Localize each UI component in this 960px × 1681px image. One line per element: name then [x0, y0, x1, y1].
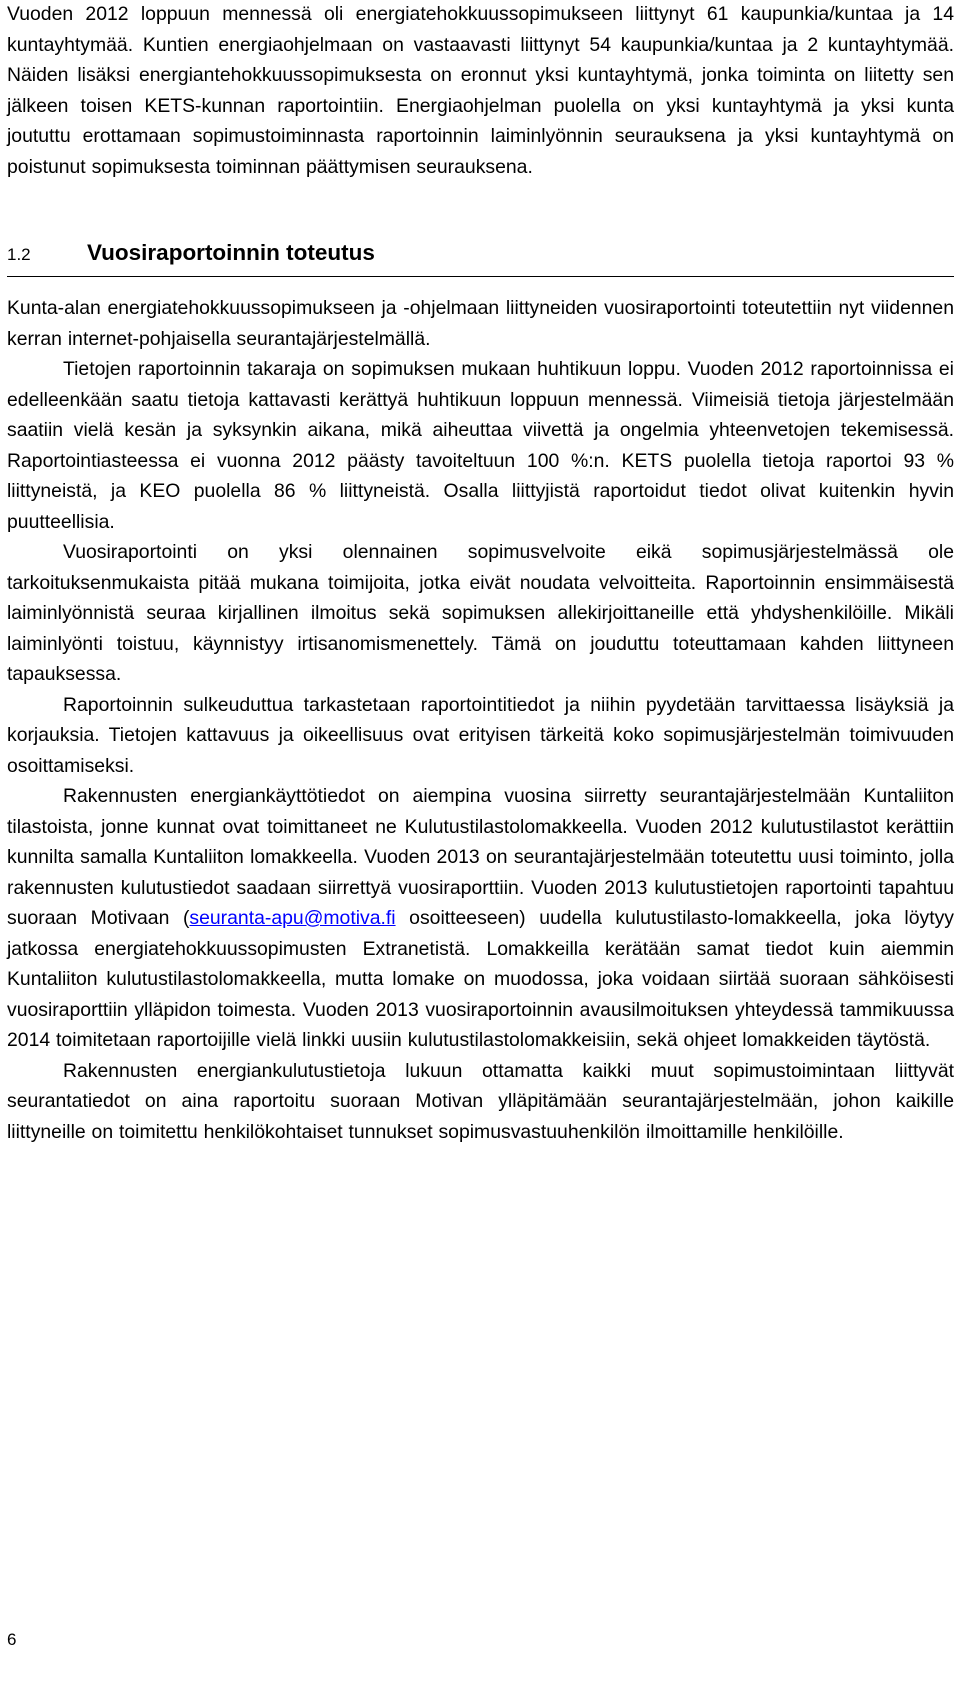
paragraph-5-text-before: Rakennusten energiankäyttötiedot on aiempina vuosina siirretty seurantajärjestelmään Kuntaliiton tilastoista, jonne kunnat ovat toimittaneet ne Kulutustilastolomakkeella. Vuoden 2012 kulutustilastot kerättiin kunnilta samalla Kuntaliiton lomakkeella. Vuoden 2013 on seurantajärjestelmään toteutettu uusi toiminto, jolla rakennusten kulutustiedot saadaan siirrettyä vuosiraporttiin. Vuoden 2013 kulutustietojen raportointi tapahtuu suoraan Motivaan ( — [7, 785, 954, 929]
document-page — [7, 0, 954, 1147]
email-link[interactable]: seuranta-apu@motiva.fi — [189, 907, 396, 929]
body-paragraph-2: Tietojen raportoinnin takaraja on sopimuksen mukaan huhtikuun loppu. Vuoden 2012 raportoinnissa ei edelleenkään saatu tietoja kattavasti kerättyä huhtikuun loppuun mennessä. Viimeisiä tietoja järjestelmään saatiin vielä kesän ja syksynkin aikana, mikä aiheuttaa viivettä ja ongelmia yhteenvetojen tekemisessä. Raportointiasteessa ei vuonna 2012 päästy tavoiteltuun 100 %:n. KETS puolella tietoja raportoi 93 % liittyneistä, ja KEO puolella 86 % liittyneistä. Osalla liittyjistä raportoidut tiedot olivat kuitenkin hyvin puutteellisia. — [7, 358, 954, 533]
section-number: 1.2 — [7, 245, 31, 264]
body-paragraph-1: Kunta-alan energiatehokkuussopimukseen ja -ohjelmaan liittyneiden vuosiraportointi toteutettiin nyt viidennen kerran internet-pohjaisella seurantajärjestelmällä. — [7, 297, 954, 350]
section-title: Vuosiraportoinnin toteutus — [87, 240, 375, 265]
paragraph-5-text-after: osoitteeseen) uudella kulutustilasto-lomakkeella, joka löytyy jatkossa energiatehokkuussopimusten Extranetistä. Lomakkeilla kerätään samat tiedot kuin aiemmin Kuntaliiton kulutustilastolomakkeella, mutta lomake on muodossa, joka voidaan siirtää suoraan sähköisesti vuosiraporttiin ylläpidon toimesta. Vuoden 2013 vuosiraportoinnin avausilmoituksen yhteydessä tammikuussa 2014 toimitetaan raportoijille vielä linkki uusiin kulutustilastolomakkeisiin, sekä ohjeet lomakkeiden täytöstä. — [7, 907, 954, 1051]
section-heading — [7, 240, 954, 277]
body-paragraph-5 — [7, 781, 954, 1056]
body-paragraph-4: Raportoinnin sulkeuduttua tarkastetaan raportointitiedot ja niihin pyydetään tarvittaessa lisäyksiä ja korjauksia. Tietojen kattavuus ja oikeellisuus ovat erityisen tärkeitä koko sopimusjärjestelmän toimivuuden osoittamiseksi. — [7, 693, 954, 777]
body-paragraph-6: Rakennusten energiankulutustietoja lukuun ottamatta kaikki muut sopimustoimintaan liittyvät seurantatiedot on aina raportoitu suoraan Motivan ylläpitämään seurantajärjestelmään, johon kaikille liittyneille on toimitettu henkilökohtaiset tunnukset sopimusvastuuhenkilön ilmoittamille henkilöille. — [7, 1059, 954, 1143]
intro-paragraph: Vuoden 2012 loppuun mennessä oli energiatehokkuussopimukseen liittynyt 61 kaupunkia/kuntaa ja 14 kuntayhtymää. Kuntien energiaohjelmaan on vastaavasti liittynyt 54 kaupunkia/kuntaa ja 2 kuntayhtymää. Näiden lisäksi energiantehokkuussopimuksesta on eronnut yksi kuntayhtymä, jonka toiminta on liitetty sen jälkeen toisen KETS-kunnan raportointiin. Energiaohjelman puolella on yksi kuntayhtymä ja yksi kunta joututtu erottamaan sopimustoiminnasta raportoinnin laiminlyönnin seurauksena ja yksi kuntayhtymä on poistunut sopimuksesta toiminnan päättymisen seurauksena. — [7, 3, 954, 178]
body-paragraph-3: Vuosiraportointi on yksi olennainen sopimusvelvoite eikä sopimusjärjestelmässä ole tarkoituksenmukaista pitää mukana toimijoita, jotka eivät noudata velvoitteita. Raportoinnin ensimmäisestä laiminlyönnistä seuraa kirjallinen ilmoitus sekä sopimuksen allekirjoittaneille että yhdyshenkilöille. Mikäli laiminlyönti toistuu, käynnistyy irtisanomismenettely. Tämä on jouduttu toteuttamaan kahden liittyneen tapauksessa. — [7, 541, 954, 685]
page-number: 6 — [7, 1630, 17, 1649]
